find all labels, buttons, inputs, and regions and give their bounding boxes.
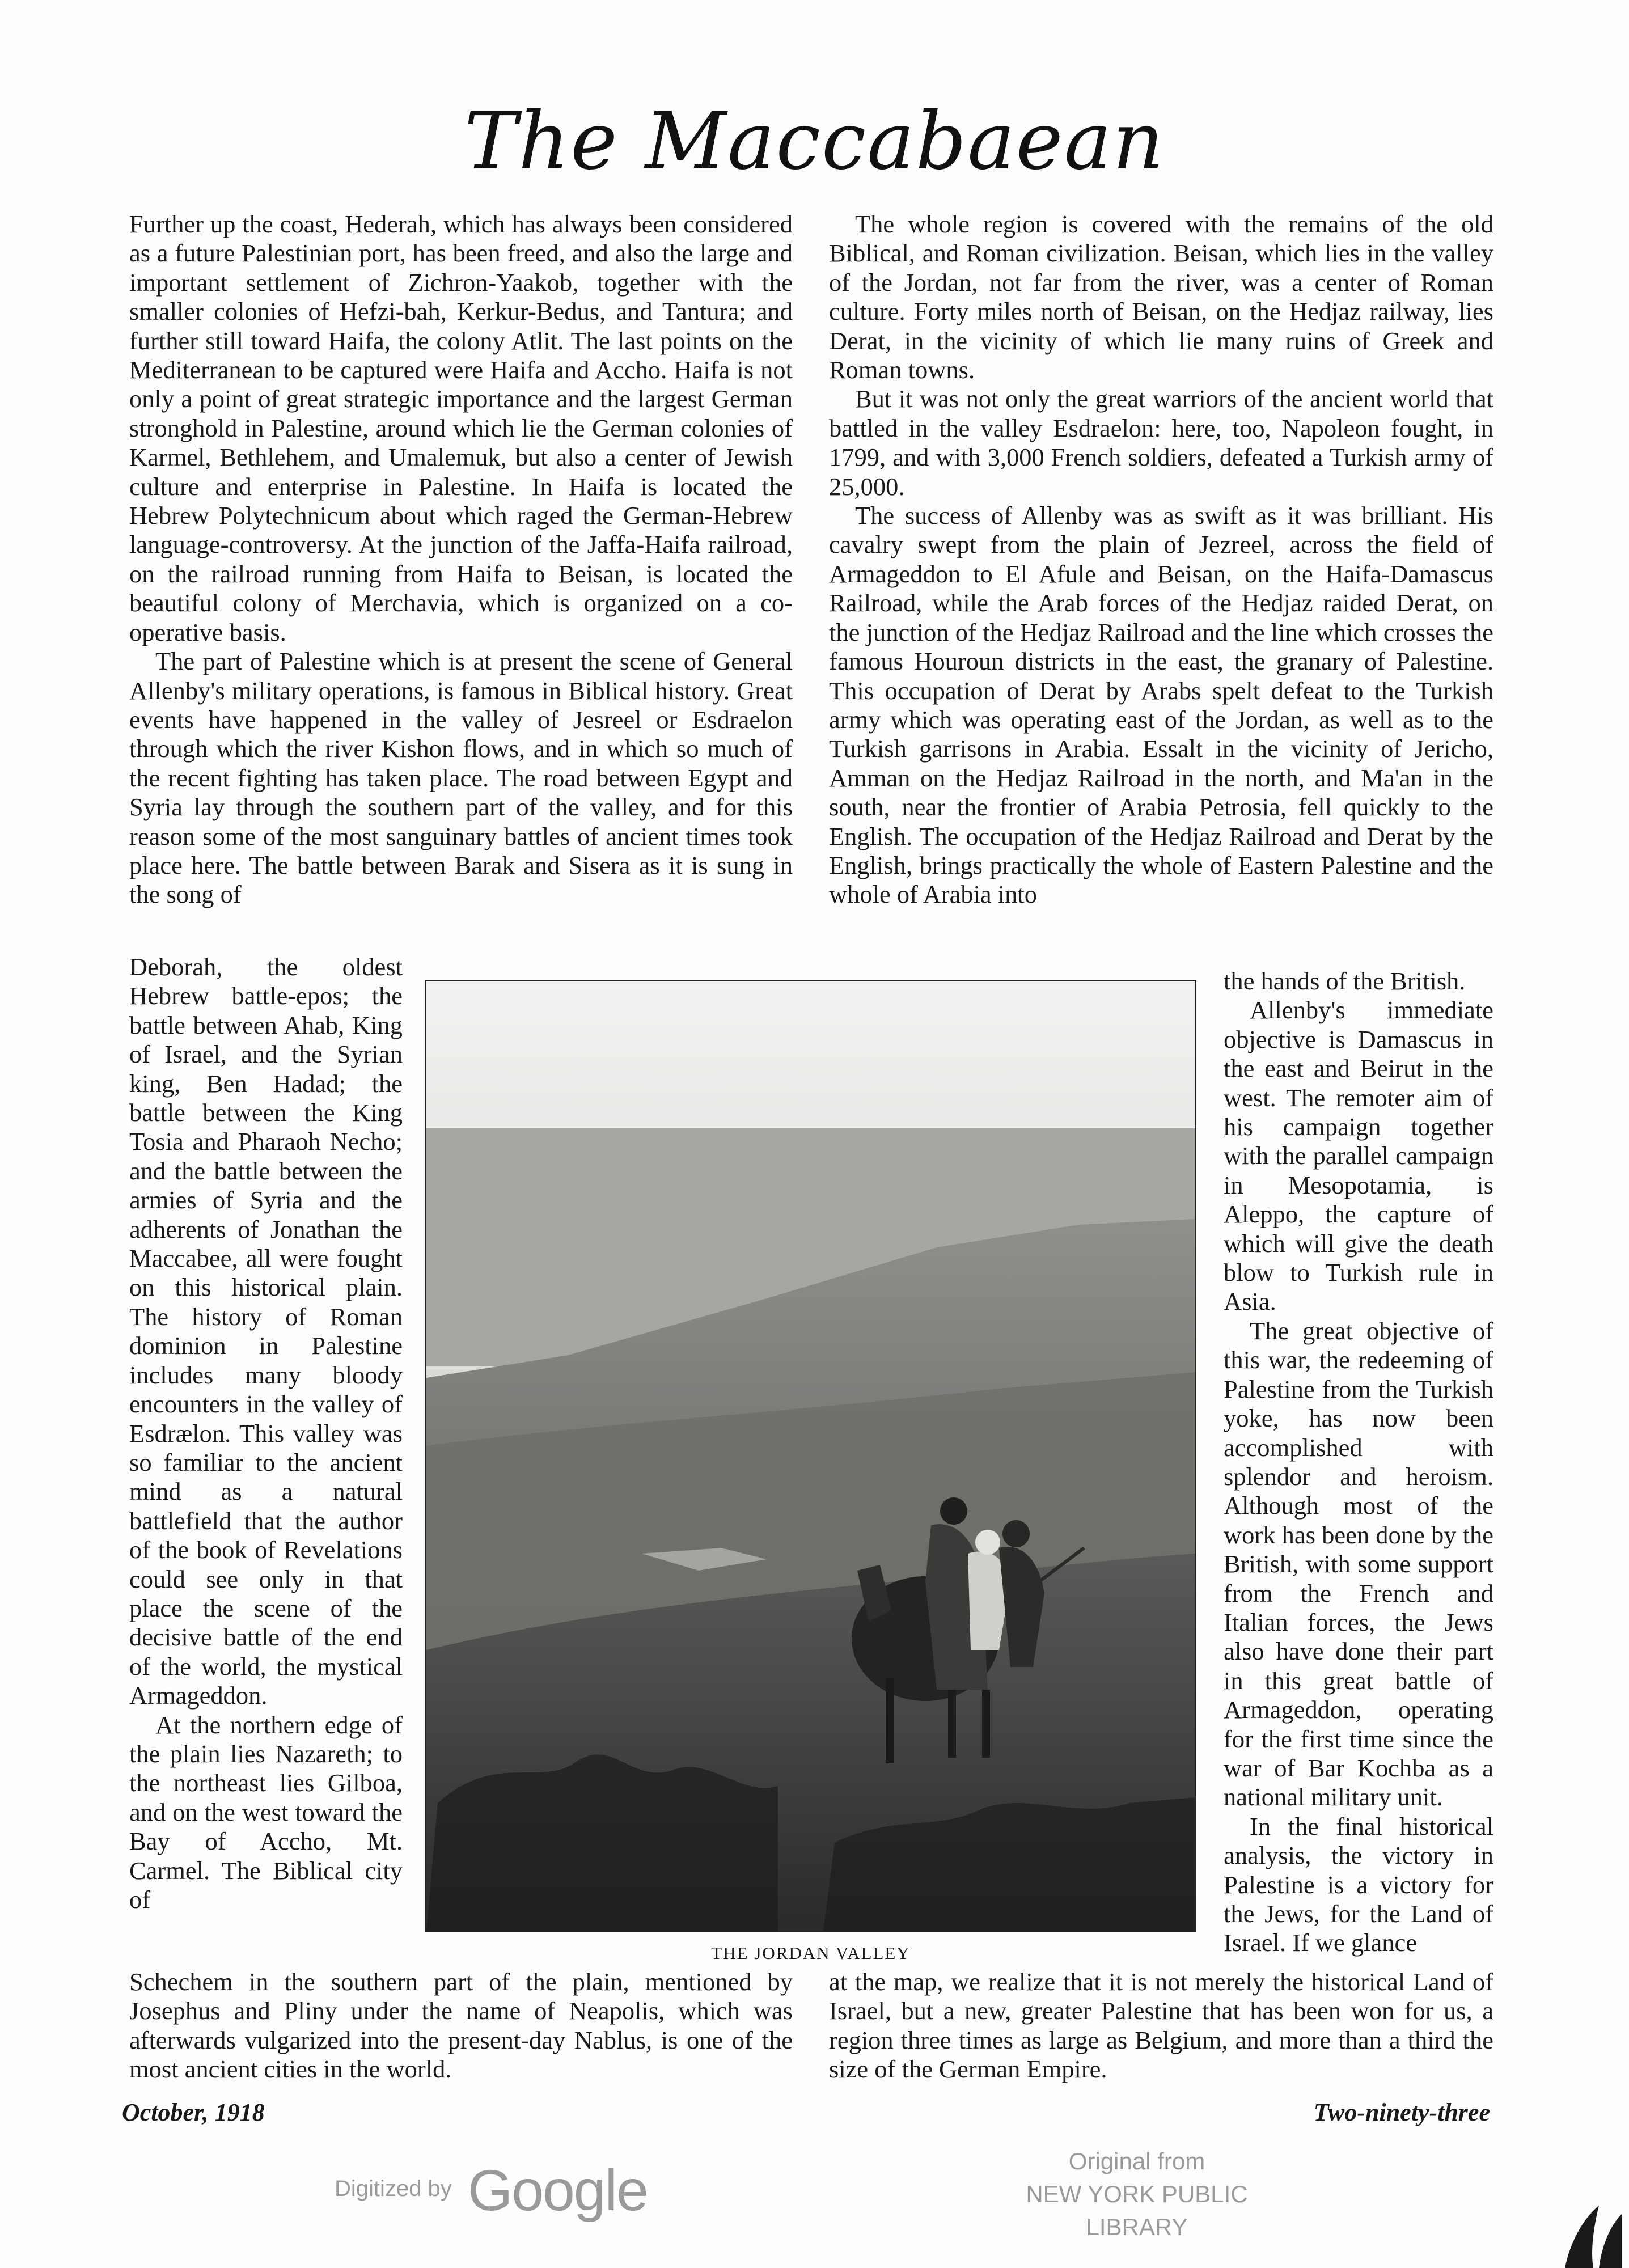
text-column-right-narrow xyxy=(1224,967,1493,1958)
masthead-title: The Maccabaean xyxy=(464,95,1165,188)
original-from-label: Original from xyxy=(1068,2148,1205,2174)
paragraph: The great objective of this war, the redeeming of Palestine from the Turkish yoke, has now been accomplished with splendor and heroism. Although most of the work has been done by the British, with some support from the French and Italian forces, the Jews also have done their part in this great battle of Armageddon, operating for the first time since the war of Bar Kochba as a national military unit. xyxy=(1224,1316,1493,1812)
text-column-right-top xyxy=(829,210,1493,909)
paragraph: The whole region is covered with the remains of the old Biblical, and Roman civilization. Beisan, which lies in the valley of the Jordan, not far from the river, was a center of Roman culture. Forty miles north of Beisan, on the Hedjaz railway, lies Derat, in the vicinity of which lie many ruins of Greek and Roman towns. xyxy=(829,210,1493,384)
digitized-by-label: Digitized by xyxy=(335,2176,452,2201)
paragraph: The part of Palestine which is at present the scene of General Allenby's military operations, is famous in Biblical history. Great events have happened in the valley of Jesreel or Esdraelon through which the river Kishon flows, and in which so much of the recent fighting has taken place. The road between Egypt and Syria lay through the southern part of the valley, and for this reason some of the most sanguinary battles of ancient times took place here. The battle between Barak and Sisera as it is sung in the song of xyxy=(129,647,793,909)
library-attribution xyxy=(978,2145,1296,2244)
paragraph: Deborah, the oldest Hebrew battle-epos; the battle between Ahab, King of Israel, and the Syrian king, Ben Hadad; the battle between the King Tosia and Pharaoh Necho; and the battle between the armies of Syria and the adherents of Jonathan the Maccabee, all were fought on this historical plain. The history of Roman dominion in Palestine includes many bloody encounters in the valley of Esdrælon. This valley was so familiar to the ancient mind as a natural battlefield that the author of the book of Revelations could see only in that place the scene of the decisive battle of the end of the world, the mystical Armageddon. xyxy=(129,953,403,1710)
footer-date: October, 1918 xyxy=(122,2098,265,2126)
paragraph: At the northern edge of the plain lies Nazareth; to the northeast lies Gilboa, and on the west toward the Bay of Accho, Mt. Carmel. The Biblical city of xyxy=(129,1710,403,1914)
jordan-valley-photo xyxy=(425,980,1196,1932)
paragraph: In the final historical analysis, the victory in Palestine is a victory for the Jews, for the Land of Israel. If we glance xyxy=(1224,1812,1493,1957)
text-column-left-top xyxy=(129,210,793,909)
paragraph: The success of Allenby was as swift as it was brilliant. His cavalry swept from the plain of Jezreel, across the field of Armageddon to El Afule and Beisan, on the Haifa-Damascus Railroad, while the Arab forces of the Hedjaz raided Derat, on the junction of the Hedjaz Railroad and the line which crosses the famous Houroun districts in the east, the granary of Palestine. This occupation of Derat by Arabs spelt defeat to the Turkish army which was operating east of the Jordan, as well as to the Turkish garrisons in Arabia. Essalt in the vicinity of Jericho, Amman on the Hedjaz Railroad in the north, and Ma'an in the south, near the frontier of Arabia Petrosia, fell quickly to the English. The occupation of the Hedjaz Railroad and Derat by the English, brings practically the whole of Eastern Palestine and the whole of Arabia into xyxy=(829,501,1493,909)
footer-page-number: Two-ninety-three xyxy=(1313,2098,1490,2126)
paragraph: at the map, we realize that it is not merely the historical Land of Israel, but a new, greater Palestine that has been won for us, a region three times as large as Belgium, and more than a third the size of the German Empire. xyxy=(829,1967,1493,2084)
paragraph: the hands of the British. xyxy=(1224,967,1466,995)
paragraph: Further up the coast, Hederah, which has always been considered as a future Palestinian port, has been freed, and also the large and important settlement of Zichron-Yaakob, together with the smaller colonies of Hefzi-bah, Kerkur-Bedus, and Tantura; and further still toward Haifa, the colony Atlit. The last points on the Mediterranean to be captured were Haifa and Accho. Haifa is not only a point of great strategic importance and the largest German stronghold in Palestine, around which lie the German colonies of Karmel, Bethlehem, and Umalemuk, but also a center of Jewish culture and enterprise in Palestine. In Haifa is located the Hebrew Polytechnicum about which raged the German-Hebrew language-controversy. At the junction of the Jaffa-Haifa railroad, on the railroad running from Haifa to Beisan, is located the beautiful colony of Merchavia, which is organized on a co-operative basis. xyxy=(129,210,793,646)
page-corner-mark xyxy=(1531,2172,1629,2268)
paragraph: But it was not only the great warriors of the ancient world that battled in the valley Esdraelon: here, too, Napoleon fought, in 1799, and with 3,000 French soldiers, defeated a Turkish army of 25,000. xyxy=(829,384,1493,501)
photo-caption: THE JORDAN VALLEY xyxy=(711,1943,911,1963)
library-name: NEW YORK PUBLIC LIBRARY xyxy=(1026,2181,1248,2240)
paragraph: Schechem in the southern part of the plain, mentioned by Josephus and Pliny under the name of Neapolis, which was afterwards vulgarized into the present-day Nablus, is one of the most ancient cities in the world. xyxy=(129,1967,793,2084)
paragraph: Allenby's immediate objective is Damascus in the east and Beirut in the west. The remoter aim of his campaign together with the parallel campaign in Mesopotamia, is Aleppo, the capture of which will give the death blow to Turkish rule in Asia. xyxy=(1224,996,1493,1316)
text-column-left-narrow xyxy=(129,953,403,1914)
text-column-right-bottom xyxy=(829,1967,1493,2084)
google-logo: Google xyxy=(468,2158,648,2223)
text-column-left-bottom xyxy=(129,1967,793,2084)
